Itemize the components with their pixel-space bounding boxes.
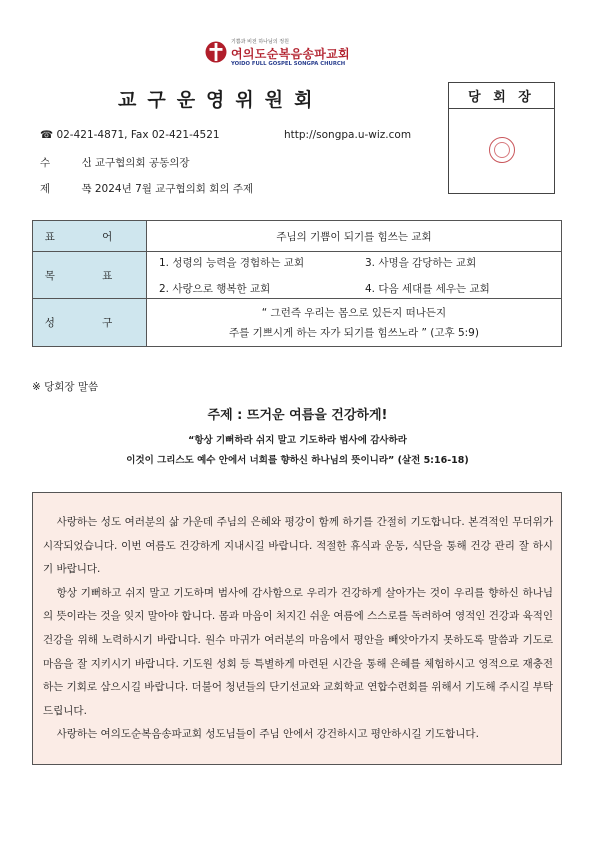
table-row xyxy=(33,221,562,252)
church-emblem-icon xyxy=(205,40,227,64)
scripture-quote-line: “항상 기뻐하라 쉬지 말고 기도하라 범사에 감사하라 xyxy=(188,435,407,446)
recipient-value: : 교구협의회 공동의장 xyxy=(88,157,190,169)
verse-label: 성 구 xyxy=(33,299,147,347)
scripture-quote-line: 이것이 그리스도 예수 안에서 너희를 향하신 하나님의 뜻이니라” (살전 5:16-18) xyxy=(126,455,469,466)
church-logo xyxy=(205,38,390,72)
goal-item: 4. 다음 세대를 세우는 교회 xyxy=(365,282,490,295)
goal-item: 3. 사명을 감당하는 교회 xyxy=(365,256,477,269)
message-paragraph: 사랑하는 성도 여러분의 삶 가운데 주님의 은혜와 평강이 함께 하기를 간절히 기도합니다. 본격적인 무더위가 시작되었습니다. 이번 여름도 건강하게 지내시길 바랍니다. 적절한 휴식과 운동, 식단을 통해 건강 관리 잘 하시기 바랍니다. xyxy=(43,516,553,576)
logo-slogan: 기쁨과 비전 하나님의 정원 xyxy=(231,39,289,45)
motto-label: 표 어 xyxy=(33,221,147,252)
table-row xyxy=(33,252,562,299)
verse-line: “ 그런즉 우리는 몸으로 있든지 떠나든지 xyxy=(261,306,447,319)
seal-box xyxy=(448,82,555,194)
subject-line xyxy=(40,181,253,196)
subject-value: : 2024년 7월 교구협의회 회의 주제 xyxy=(88,183,254,195)
section-heading: ※ 당회장 말씀 xyxy=(32,381,99,393)
church-name: 여의도순복음송파교회 xyxy=(231,47,350,61)
seal-box-label: 당 회 장 xyxy=(449,83,554,109)
goal-item: 2. 사랑으로 행복한 교회 xyxy=(159,282,271,295)
subject-label: 제 목 xyxy=(40,183,106,195)
verse-cell xyxy=(147,299,562,347)
message-body xyxy=(43,511,553,747)
goals-label: 목 표 xyxy=(33,252,147,299)
church-english-name: YOIDO FULL GOSPEL SONGPA CHURCH xyxy=(231,61,346,67)
message-paragraph: 사랑하는 여의도순복음송파교회 성도님들이 주님 안에서 강건하시고 평안하시길 기도합니다. xyxy=(56,728,479,741)
message-box xyxy=(32,492,562,765)
recipient-label: 수 신 xyxy=(40,157,106,169)
motto-table xyxy=(32,220,562,347)
seal-stamp xyxy=(489,137,515,163)
table-row xyxy=(33,299,562,347)
goals-cell xyxy=(147,252,562,299)
motto-value: 주님의 기쁨이 되기를 힘쓰는 교회 xyxy=(147,221,562,252)
phone-fax: 02-421-4871, Fax 02-421-4521 xyxy=(56,129,220,141)
website-link[interactable]: http://songpa.u-wiz.com xyxy=(284,129,412,141)
goal-item: 1. 성령의 능력을 경험하는 교회 xyxy=(159,256,305,269)
recipient-line xyxy=(40,155,190,170)
phone-icon: ☎ xyxy=(40,129,54,141)
message-theme: 주제 : 뜨거운 여름을 건강하게! xyxy=(207,408,388,423)
phone-fax-line xyxy=(40,129,220,141)
verse-line: 주를 기쁘시게 하는 자가 되기를 힘쓰노라 ” (고후 5:9) xyxy=(229,326,479,339)
message-paragraph: 항상 기뻐하고 쉬지 말고 기도하며 범사에 감사함으로 우리가 건강하게 살아가는 것이 우리를 향하신 하나님의 뜻이라는 것을 잊지 말아야 합니다. 몸과 마음이 처지긴 쉬운 여름에 스스로를 독려하여 영적인 건강과 육적인 건강을 위해 노력하시기 바랍니다. 원수 마귀가 여러분의 마음에서 평안을 빼앗아가지 못하도록 말씀과 기도로 마음을 잘 지키시기 바랍니다. 기도원 성회 등 특별하게 마련된 시간을 통해 은혜를 체험하시고 영적으로 재충전하는 기회로 삼으시길 바랍니다. 더불어 청년들의 단기선교와 교회학교 연합수련회를 위해서 기도해 주시길 부탁드립니다. xyxy=(43,586,553,717)
committee-title: 교구운영위원회 xyxy=(118,89,324,111)
